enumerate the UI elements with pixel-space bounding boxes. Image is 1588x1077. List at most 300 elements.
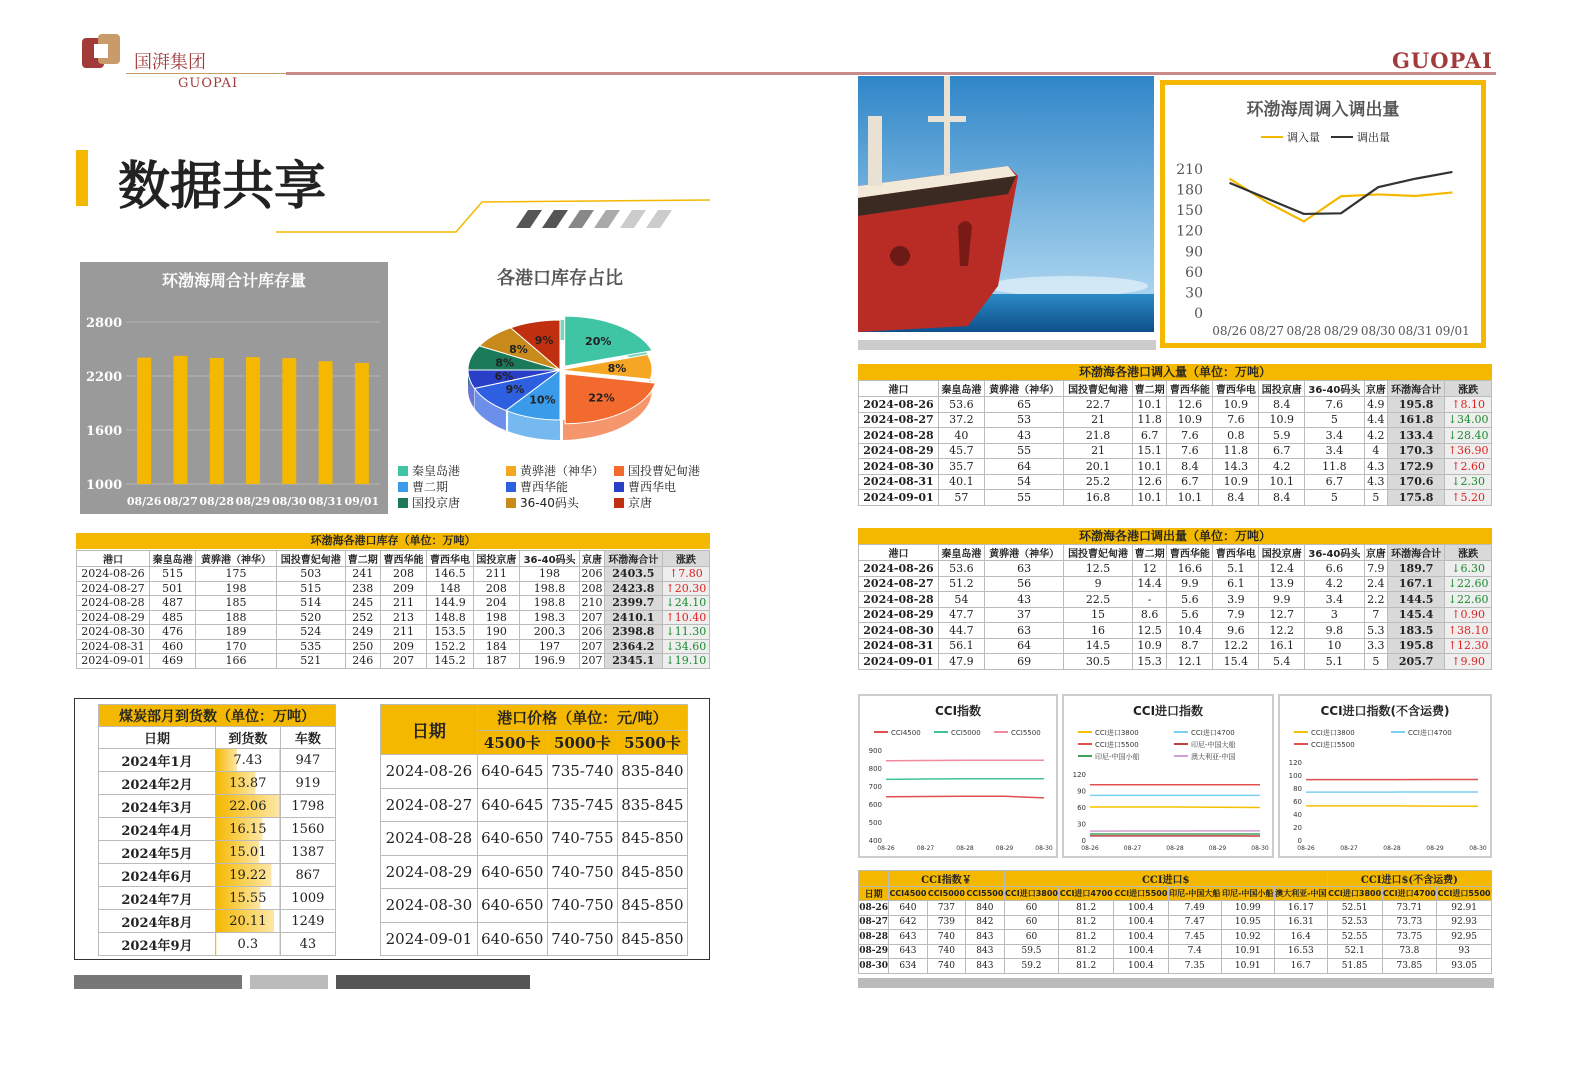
cci-legend-label: CCI进口4700 (1408, 729, 1452, 737)
table-cell: 2024年5月 (99, 841, 216, 864)
price-table-title: 港口价格（单位：元/吨） (477, 705, 687, 731)
table-cell: 640 (889, 901, 927, 916)
table-cell: 144.9 (427, 596, 473, 611)
table-header: 秦皇岛港 (149, 551, 195, 567)
cci-chart (858, 694, 1058, 858)
cci-chart-title: CCI进口指数 (1132, 704, 1204, 718)
table-cell: 514 (276, 596, 345, 611)
table-cell: 2024年7月 (99, 887, 216, 910)
table-cell: 535 (276, 639, 345, 654)
table-cell: 175 (196, 567, 276, 582)
cci-xtick: 08-28 (1383, 845, 1401, 852)
table-cell: 2345.1 (604, 654, 662, 669)
price-date-header: 日期 (381, 705, 478, 755)
cci-xtick: 08-30 (1469, 845, 1487, 852)
table-cell: 739 (927, 915, 965, 930)
pie-slice-label: 8% (607, 362, 627, 376)
table-cell: 15.1 (1132, 443, 1167, 459)
table-cell: 47.7 (938, 607, 984, 623)
pie-legend-item (614, 478, 676, 495)
table-header: 黄骅港（神华） (196, 551, 276, 567)
table-cell: 5.4 (1259, 654, 1305, 670)
table-cell: 14.4 (1132, 576, 1167, 592)
cci-series-line (886, 760, 1044, 761)
table-cell: 2024-08-30 (859, 623, 939, 639)
table-cell: 740 (927, 959, 965, 974)
table-row (381, 755, 688, 789)
table-header: CCI进口3800 (1327, 887, 1382, 901)
table-cell: 2024-08-28 (381, 822, 478, 856)
table-cell: 8.4 (1259, 490, 1305, 506)
table-cell: 9.6 (1213, 623, 1259, 639)
pie-legend-item (398, 494, 460, 511)
table-row (99, 772, 336, 795)
table-row (381, 855, 688, 889)
table-cell: 16.31 (1274, 915, 1327, 930)
table-cell: 252 (345, 610, 380, 625)
cci-xtick: 08-29 (1208, 845, 1227, 852)
brand-right: GUOPAI (1392, 48, 1493, 73)
table-cell: 93 (1437, 944, 1492, 959)
table-header: 曹二期 (1132, 545, 1167, 561)
table-row (859, 944, 1492, 959)
table-cell: 2024-08-30 (381, 889, 478, 923)
table-cell: 835-840 (617, 755, 687, 789)
table-cell: 740-750 (547, 922, 617, 956)
table-row (859, 607, 1492, 623)
table-cell: 51.85 (1327, 959, 1382, 974)
table-cell: 73.73 (1382, 915, 1437, 930)
table-cell: 245 (345, 596, 380, 611)
table-cell: 10.1 (1259, 474, 1305, 490)
table-cell: 60 (1004, 901, 1059, 916)
stock-bar (210, 358, 224, 484)
table-cell: 56.1 (938, 638, 984, 654)
table-cell: 166 (196, 654, 276, 669)
table-cell: 2024-08-29 (77, 610, 150, 625)
table-cell: 53.6 (938, 397, 984, 413)
table-cell: 8.4 (1167, 459, 1213, 475)
table-header: 国投曹妃甸港 (276, 551, 345, 567)
table-cell: 1798 (280, 795, 335, 818)
table-cell: ↑9.90 (1445, 654, 1492, 670)
table-cell: 503 (276, 567, 345, 582)
table-cell: 7.4 (1168, 944, 1221, 959)
table-cell: 6.1 (1213, 576, 1259, 592)
cci-ytick: 100 (1288, 772, 1302, 780)
footer-bar-1 (74, 975, 242, 989)
table-row (859, 443, 1492, 459)
table-cell: 2.4 (1364, 576, 1388, 592)
table-header: CCI进口5500 (1114, 887, 1169, 901)
table-row (859, 901, 1492, 916)
cci-ytick: 60 (1293, 798, 1302, 806)
table-cell: 3.4 (1305, 443, 1364, 459)
table-header: 曹西华电 (1213, 545, 1259, 561)
stock-table-title: 环渤海各港口库存（单位：万吨） (76, 533, 710, 549)
table-cell: 195.8 (1388, 397, 1445, 413)
cci-xtick: 08-30 (1251, 845, 1269, 852)
table-row (859, 474, 1492, 490)
table-cell: 22.06 (215, 795, 280, 818)
table-cell: 152.2 (427, 639, 473, 654)
inflow-table-title: 环渤海各港口调入量（单位：万吨） (858, 364, 1492, 380)
table-cell: 14.5 (1064, 638, 1132, 654)
table-row (859, 490, 1492, 506)
stock-ytick: 1000 (86, 478, 123, 493)
table-cell: 146.5 (427, 567, 473, 582)
table-header: 国投曹妃甸港 (1064, 545, 1132, 561)
table-row (859, 428, 1492, 444)
table-cell: 100.4 (1114, 959, 1169, 974)
table-header: 5500卡 (617, 731, 687, 755)
table-header (859, 871, 889, 887)
table-cell: 08-29 (859, 944, 889, 959)
pie-legend-swatch (614, 498, 624, 508)
table-row (99, 818, 336, 841)
inflow-table (858, 380, 1492, 506)
table-cell: 55 (984, 490, 1064, 506)
cci-xtick: 08-30 (1035, 845, 1053, 852)
table-cell: 2024年3月 (99, 795, 216, 818)
table-cell: 501 (149, 581, 195, 596)
stock-bar (137, 358, 151, 484)
cci-legend-label: 印尼-中国大船 (1191, 741, 1236, 749)
table-cell: 2024年8月 (99, 910, 216, 933)
table-cell: 11.8 (1305, 459, 1364, 475)
table-header: 日期 (859, 887, 889, 901)
cci-xtick: 08-28 (1166, 845, 1184, 852)
table-header: 澳大利亚-中国 (1274, 887, 1327, 901)
table-cell: 487 (149, 596, 195, 611)
table-cell: 208 (380, 567, 426, 582)
table-cell: 2024-08-31 (859, 638, 939, 654)
table-cell: 460 (149, 639, 195, 654)
cci-charts (858, 694, 1492, 858)
table-row (859, 459, 1492, 475)
table-header: 港口 (859, 381, 939, 397)
table-header: 国投京唐 (1259, 545, 1305, 561)
table-cell: 153.5 (427, 625, 473, 640)
cci-series-line (886, 796, 1044, 798)
table-cell: 144.5 (1388, 592, 1445, 608)
table-header: 黄骅港（神华） (984, 381, 1064, 397)
table-row (99, 864, 336, 887)
table-row (859, 654, 1492, 670)
table-row (99, 795, 336, 818)
pie-slice-label: 9% (505, 383, 525, 397)
pie-legend-label: 曹西华电 (628, 480, 677, 494)
table-cell: 9 (1064, 576, 1132, 592)
table-cell: - (1132, 592, 1167, 608)
table-cell: 640-650 (477, 889, 547, 923)
table-cell: 2024年6月 (99, 864, 216, 887)
table-cell: 175.8 (1388, 490, 1445, 506)
table-cell: 81.2 (1059, 959, 1114, 974)
cci-line-chart (1280, 696, 1490, 856)
table-cell: 53 (984, 412, 1064, 428)
cci-xtick: 08-27 (916, 845, 935, 852)
table-cell: 15.01 (215, 841, 280, 864)
table-cell: 16.53 (1274, 944, 1327, 959)
outflow-table (858, 544, 1492, 670)
table-cell: 5.6 (1167, 592, 1213, 608)
table-cell: 845-850 (617, 822, 687, 856)
table-cell: 44.7 (938, 623, 984, 639)
table-cell: 198 (520, 567, 580, 582)
table-cell: 7 (1364, 607, 1388, 623)
flow-xtick: 08/26 (1212, 324, 1247, 338)
table-cell: 100.4 (1114, 930, 1169, 945)
stock-bar (173, 356, 187, 484)
table-cell: 81.2 (1059, 944, 1114, 959)
stock-xtick: 08/27 (163, 495, 198, 508)
table-cell: 8.4 (1213, 490, 1259, 506)
table-cell: 2024-08-31 (859, 474, 939, 490)
cci-chart (1062, 694, 1274, 858)
stock-chart-title: 环渤海周合计库存量 (161, 271, 306, 290)
table-row (859, 623, 1492, 639)
table-row (859, 915, 1492, 930)
table-cell: 2024-09-01 (77, 654, 150, 669)
table-cell: 1387 (280, 841, 335, 864)
table-cell: 08-27 (859, 915, 889, 930)
table-cell: 2024-08-30 (859, 459, 939, 475)
table-cell: 2024-08-29 (859, 443, 939, 459)
table-cell: 204 (473, 596, 519, 611)
cci-legend-label: 印尼-中国小船 (1095, 753, 1140, 761)
pie-legend-item (398, 462, 460, 479)
arrival-table-title: 煤炭部月到货数（单位：万吨） (99, 705, 336, 727)
cci-ytick: 0 (1081, 837, 1086, 845)
table-cell: ↑2.60 (1445, 459, 1492, 475)
cci-xtick: 08-27 (1123, 845, 1142, 852)
table-cell: 47.9 (938, 654, 984, 670)
table-cell: 524 (276, 625, 345, 640)
table-cell: 197 (520, 639, 580, 654)
table-cell: 8.4 (1259, 397, 1305, 413)
table-cell: 8.6 (1132, 607, 1167, 623)
pie-slice-label: 9% (534, 334, 554, 348)
table-cell: 211 (380, 596, 426, 611)
table-header: CCI进口4700 (1382, 887, 1437, 901)
table-cell: 12.4 (1259, 561, 1305, 577)
table-row (859, 397, 1492, 413)
table-cell: 10.95 (1221, 915, 1274, 930)
table-row (381, 889, 688, 923)
stock-ytick: 2800 (86, 316, 123, 331)
table-cell: 6.7 (1259, 443, 1305, 459)
table-row (381, 922, 688, 956)
cci-chart-title: CCI指数 (934, 704, 982, 718)
table-cell: 5 (1305, 490, 1364, 506)
table-cell: 5.9 (1259, 428, 1305, 444)
table-header: 国投京唐 (1259, 381, 1305, 397)
table-cell: 6.7 (1132, 428, 1167, 444)
cci-legend-label: CCI5500 (1011, 729, 1041, 737)
table-cell: 148 (427, 581, 473, 596)
table-cell: 198 (196, 581, 276, 596)
table-header: 港口 (859, 545, 939, 561)
table-cell: 643 (889, 930, 927, 945)
table-cell: 81.2 (1059, 915, 1114, 930)
table-cell: 2024-08-28 (859, 428, 939, 444)
flow-ytick: 90 (1185, 244, 1203, 261)
table-cell: 485 (149, 610, 195, 625)
table-cell: 16.8 (1064, 490, 1132, 506)
pie-legend-label: 秦皇岛港 (412, 464, 461, 478)
pie-legend-swatch (614, 466, 624, 476)
table-cell: 643 (889, 944, 927, 959)
stock-bar (246, 357, 260, 484)
table-cell: 208 (581, 581, 603, 595)
table-cell: 9.8 (1305, 623, 1364, 639)
title-accent-bar (76, 150, 88, 206)
table-cell: 2024年9月 (99, 933, 216, 956)
table-cell: 250 (345, 639, 380, 654)
table-cell: 206 (581, 567, 603, 581)
table-cell: 13.87 (215, 772, 280, 795)
table-cell: 5 (1305, 412, 1364, 428)
ship-image (858, 76, 1154, 332)
table-cell: 7.6 (1167, 443, 1213, 459)
footer-bar-3 (336, 975, 530, 989)
cci-ytick: 600 (868, 801, 882, 809)
table-cell: 170 (196, 639, 276, 654)
table-cell: ↓28.40 (1445, 428, 1492, 444)
table-cell: 6.6 (1305, 561, 1364, 577)
table-cell: 4.3 (1364, 474, 1388, 490)
table-header: 车数 (280, 727, 335, 749)
table-cell: 12.7 (1259, 607, 1305, 623)
table-row (381, 788, 688, 822)
table-cell: 735-740 (547, 755, 617, 789)
cci-ytick: 90 (1077, 787, 1086, 796)
table-cell: 195.8 (1388, 638, 1445, 654)
table-row (99, 887, 336, 910)
table-cell: 2024-08-28 (859, 592, 939, 608)
pie-legend-item (506, 478, 568, 495)
table-header: CCI5500 (966, 887, 1004, 901)
table-cell: 12.5 (1132, 623, 1167, 639)
table-cell: 7.9 (1364, 561, 1388, 577)
table-cell: 184 (473, 639, 519, 654)
table-row (99, 933, 336, 956)
table-cell: 740-750 (547, 855, 617, 889)
flow-xtick: 08/30 (1360, 324, 1396, 338)
table-header: 曹西华能 (1167, 545, 1213, 561)
table-cell: 7.47 (1168, 915, 1221, 930)
legend-outflow-label: 调出量 (1357, 131, 1390, 144)
table-cell: 10.99 (1221, 901, 1274, 916)
table-cell: 93.05 (1437, 959, 1492, 974)
pie-slice-label: 8% (509, 342, 528, 356)
cci-ytick: 500 (868, 819, 882, 827)
footer-bar-2 (250, 975, 328, 989)
cci-ytick: 60 (1077, 804, 1086, 812)
pie-legend-label: 曹西华能 (520, 480, 569, 494)
table-cell: 10.9 (1213, 397, 1259, 413)
table-cell: 53.6 (938, 561, 984, 577)
table-cell: 7.35 (1168, 959, 1221, 974)
table-cell: 63 (984, 623, 1064, 639)
table-cell: 7.49 (1168, 901, 1221, 916)
title-decoration (276, 196, 716, 236)
flow-ytick: 210 (1176, 162, 1203, 178)
table-header: 环渤海合计 (1388, 545, 1445, 561)
table-cell: 08-26 (859, 901, 889, 916)
table-row (77, 596, 710, 611)
pie-legend-item (614, 494, 652, 511)
table-cell: 43 (984, 592, 1064, 608)
table-cell: 200.3 (520, 625, 580, 640)
table-cell: 16.15 (215, 818, 280, 841)
table-header: 国投曹妃甸港 (1064, 381, 1132, 397)
table-cell: 4.3 (1364, 459, 1388, 475)
table-cell: 52.53 (1327, 915, 1382, 930)
header-line (126, 73, 286, 74)
cci-legend-label: CCI进口5500 (1311, 741, 1355, 749)
table-cell: 190 (473, 625, 519, 640)
table-cell: 10.1 (1132, 397, 1167, 413)
table-cell: 69 (984, 654, 1064, 670)
table-cell: 10.1 (1132, 459, 1167, 475)
table-cell: 15.55 (215, 887, 280, 910)
flow-ytick: 150 (1176, 203, 1203, 220)
pie-chart (450, 300, 670, 460)
table-cell: 5.3 (1364, 623, 1388, 639)
table-cell: ↑10.40 (662, 610, 709, 625)
pie-legend-item (506, 494, 579, 511)
table-cell: 52.55 (1327, 930, 1382, 945)
table-cell: 60 (1004, 915, 1059, 930)
table-row (859, 576, 1492, 592)
table-cell: 2024-08-27 (859, 576, 939, 592)
table-cell: 54 (984, 474, 1064, 490)
table-cell: 947 (280, 749, 335, 772)
arrival-table (98, 704, 336, 956)
cci-legend-label: 澳大利亚-中国 (1191, 753, 1236, 761)
table-cell: 640-645 (477, 788, 547, 822)
logo-icon (80, 30, 124, 74)
table-cell: 55 (984, 443, 1064, 459)
flow-xtick: 08/29 (1323, 324, 1359, 338)
table-cell: 10.1 (1132, 490, 1167, 506)
stock-ytick: 1600 (86, 424, 123, 439)
table-header: 曹西华电 (1213, 381, 1259, 397)
table-cell: 3.9 (1213, 592, 1259, 608)
stock-ytick: 2200 (86, 370, 123, 385)
table-cell: 40.1 (938, 474, 984, 490)
table-cell: 640-645 (477, 755, 547, 789)
table-cell: 196.9 (520, 654, 580, 669)
table-cell: 211 (473, 567, 519, 582)
table-cell: ↓24.10 (662, 596, 709, 611)
table-cell: 73.75 (1382, 930, 1437, 945)
cci-xtick: 08-26 (1297, 845, 1315, 852)
table-cell: ↑5.20 (1445, 490, 1492, 506)
pie-legend-label: 国投曹妃甸港 (628, 464, 701, 478)
table-cell: 37 (984, 607, 1064, 623)
flow-ytick: 120 (1176, 223, 1203, 240)
table-cell: 167.1 (1388, 576, 1445, 592)
table-cell: ↑36.90 (1445, 443, 1492, 459)
table-cell: ↓2.30 (1445, 474, 1492, 490)
table-cell: 842 (966, 915, 1004, 930)
table-cell: 15.3 (1132, 654, 1167, 670)
cci-xtick: 08-29 (1426, 845, 1444, 852)
pie-legend-swatch (506, 482, 516, 492)
